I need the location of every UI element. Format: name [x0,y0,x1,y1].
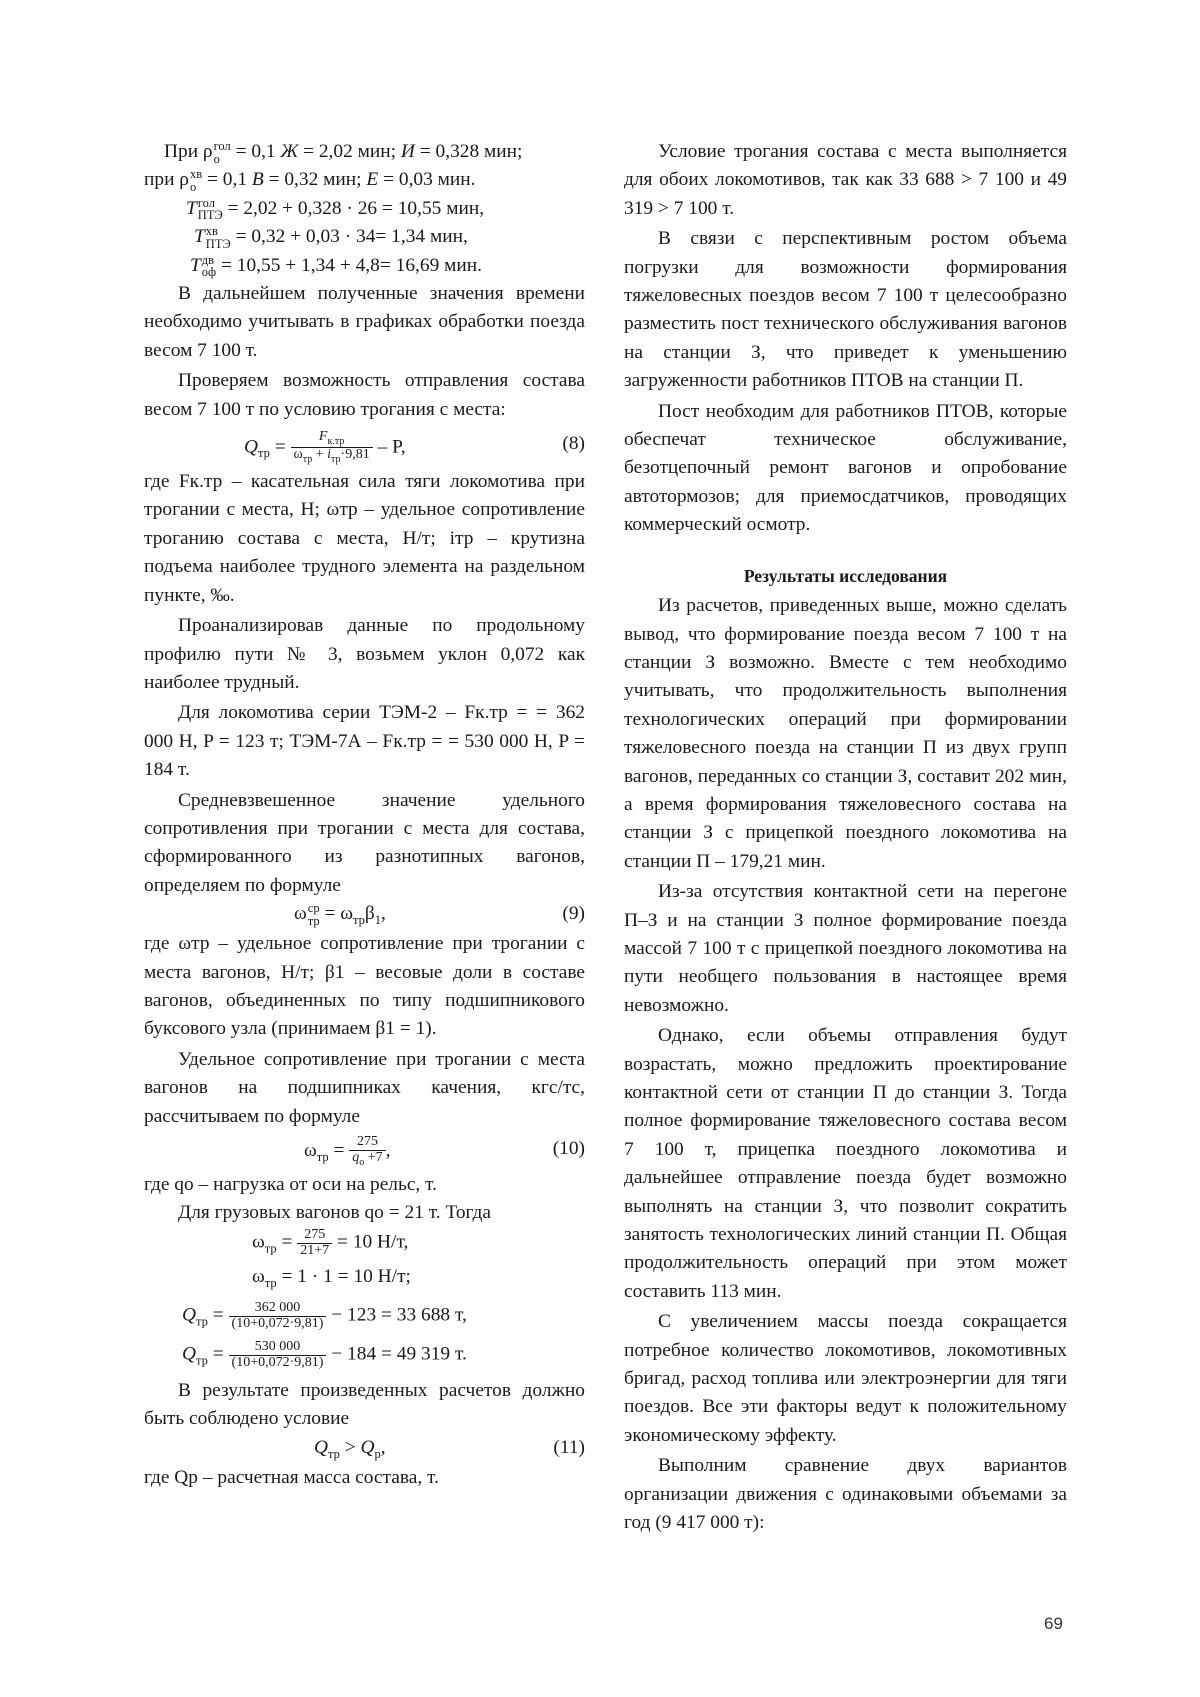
paragraph: Проанализировав данные по продольному профилю пути № 3, возьмем уклон 0,072 как наиболее трудный. [144,612,585,697]
paragraph: где Qр – расчетная масса состава, т. [144,1464,585,1492]
paragraph: Средневзвешенное значение удельного сопротивления при трогании с места для состава, сформированного из разнотипных вагонов, определяем по формуле [144,787,585,901]
paragraph: В результате произведенных расчетов должно быть соблюдено условие [144,1377,585,1434]
formula-block-times [144,138,585,280]
calc-line-4: Qтр = 530 000 (10+0,072·9,81) − 184 = 49 319 т. [144,1340,585,1375]
formula-line-4: Т хв ПТЭ = 0,32 + 0,03 · 34= 1,34 мин, [144,223,585,251]
equation-11: Qтр > Qр, (11) [144,1434,585,1464]
paragraph: Из-за отсутствия контактной сети на перегоне П–З и на станции З полное формирование поезда массой 7 100 т с прицепкой поездного локомотива на пути необщего пользования в настоящее время невозможно. [624,878,1067,1020]
paragraph: где qо – нагрузка от оси на рельс, т. [144,1171,585,1199]
paragraph: Выполним сравнение двух вариантов организации движения с одинаковыми объемами за год (9 417 000 т): [624,1452,1067,1537]
equation-number: (11) [553,1434,585,1462]
paragraph: С увеличением массы поезда сокращается потребное количество локомотивов, локомотивных бригад, расход топлива или электроэнергии для тяги поездов. Все эти факторы ведут к положительному экономическому эффекту. [624,1308,1067,1450]
equation-number: (10) [553,1135,585,1163]
paragraph: Однако, если объемы отправления будут возрастать, можно предложить проектирование контактной сети от станции П до станции З. Тогда полное формирование тяжеловесного состава весом 7 100 т, прицепка поездного локомотива и дальнейшее отправление поезда будет возможно выполнять на станции З, что позволит сократить занятость технологических линий станции П. Общая продолжительность операций при этом может составить 113 мин. [624,1022,1067,1306]
calc-line-3: Qтр = 362 000 (10+0,072·9,81) − 123 = 33 688 т, [144,1301,585,1336]
paragraph: Удельное сопротивление при трогании с места вагонов на подшипниках качения, кгс/тс, рассчитываем по формуле [144,1046,585,1131]
paragraph: где ωтр – удельное сопротивление при трогании с места вагонов, Н/т; β1 – весовые доли в составе вагонов, объединенных по типу подшипникового буксового узла (принимаем β1 = 1). [144,930,585,1044]
calc-line-1: ωтр = 275 21+7 = 10 Н/т, [144,1228,585,1263]
formula-line-1: При ρ гол о = 0,1 Ж = 2,02 мин; И = 0,328 мин; [144,138,585,166]
section-heading: Результаты исследования [624,562,1067,590]
formula-line-3: Т гол ПТЭ = 2,02 + 0,328 · 26 = 10,55 мин, [144,195,585,223]
equation-8: Qтр = Fк.тр ωтр + iтр·9,81 – P, (8) [144,424,585,468]
calc-line-2: ωтр = 1 · 1 = 10 Н/т; [144,1263,585,1297]
paragraph: где Fк.тр – касательная сила тяги локомотива при трогании с места, Н; ωтр – удельное сопротивление троганию состава с места, Н/т; iтр – крутизна подъема наиболее трудного элемента на раздельном пункте, ‰. [144,468,585,610]
paragraph: Проверяем возможность отправления состава весом 7 100 т по условию трогания с места: [144,367,585,424]
equation-9: ω ср тр = ωтрβ1, (9) [144,900,585,930]
calculation-block [144,1228,585,1375]
paragraph: В связи с перспективным ростом объема погрузки для возможности формирования тяжеловесных поездов весом 7 100 т целесообразно разместить пост технического обслуживания вагонов на станции З, что приведет к уменьшению загруженности работников ПТОВ на станции П. [624,225,1067,395]
formula-line-5: Т дв оф = 10,55 + 1,34 + 4,8= 16,69 мин. [144,252,585,280]
equation-10: ωтр = 275 qо +7 , (10) [144,1131,585,1171]
paragraph: Условие трогания состава с места выполняется для обоих локомотивов, так как 33 688 > 7 100 и 49 319 > 7 100 т. [624,138,1067,223]
formula-line-2: при ρ хв о = 0,1 В = 0,32 мин; Е = 0,03 мин. [144,166,585,194]
paragraph: Из расчетов, приведенных выше, можно сделать вывод, что формирование поезда весом 7 100 т на станции З возможно. Вместе с тем необходимо учитывать, что продолжительность выполнения технологических операций при формировании тяжеловесного поезда на станции П из двух групп вагонов, переданных со станции З, составит 202 мин, а время формирования тяжеловесного состава на станции З с прицепкой поездного локомотива на станции П – 179,21 мин. [624,592,1067,876]
left-column [144,138,585,1492]
eq8-tail: – P, [378,436,406,457]
paragraph: Для локомотива серии ТЭМ-2 – Fк.тр = = 362 000 Н, P = 123 т; ТЭМ-7А – Fк.тр = = 530 000 Н, P = 184 т. [144,699,585,784]
paragraph: В дальнейшем полученные значения времени необходимо учитывать в графиках обработки поезда весом 7 100 т. [144,280,585,365]
paragraph: Для грузовых вагонов qо = 21 т. Тогда [144,1199,585,1227]
right-column [624,138,1067,1538]
paragraph: Пост необходим для работников ПТОВ, которые обеспечат техническое обслуживание, безотцепочный ремонт вагонов и опробование автотормозов; для приемосдатчиков, проводящих коммерческий осмотр. [624,398,1067,540]
page-number: 69 [1044,1614,1063,1634]
equation-number: (9) [562,900,585,928]
equation-number: (8) [562,430,585,458]
